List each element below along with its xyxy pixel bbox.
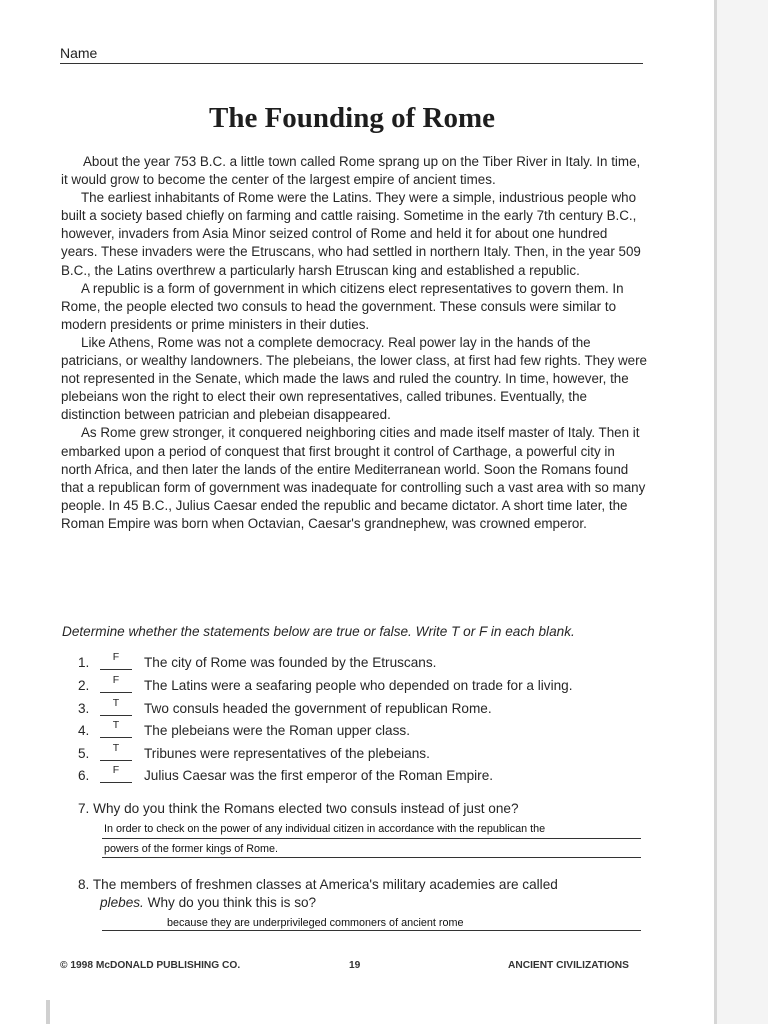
statement-text: The Latins were a seafaring people who depended on trade for a living. (144, 678, 573, 693)
series-name: ANCIENT CIVILIZATIONS (508, 960, 629, 971)
scan-margin (717, 0, 768, 1024)
statement-text: Julius Caesar was the first emperor of the Roman Empire. (144, 768, 494, 783)
item-number: 1. (78, 655, 90, 670)
item-number: 2. (78, 678, 90, 693)
italic-term: plebes. (100, 895, 144, 910)
paragraph: About the year 753 B.C. a little town called Rome sprang up on the Tiber River in Italy. In time, it would grow to become the center of the largest empire of ancient times. (61, 154, 641, 188)
paragraph: Like Athens, Rome was not a complete democracy. Real power lay in the hands of the patricians, or wealthy landowners. The plebeians, the lower class, at first had few rights. They were not represented in the Senate, which made the laws and ruled the country. In time, however, the plebeians won the right to elect their own representatives, called tribunes. Eventually, the distinction between patrician and plebeian disappeared. (61, 334, 648, 423)
true-false-instructions: Determine whether the statements below are true or false. Write T or F in each blank. (62, 624, 575, 639)
true-false-item (78, 675, 573, 695)
statement-text: The city of Rome was founded by the Etruscans. (144, 655, 437, 670)
item-number: 3. (78, 701, 90, 716)
statement-text: Tribunes were representatives of the plebeians. (144, 746, 430, 761)
true-false-item (78, 743, 430, 763)
true-false-item (78, 652, 436, 672)
answer-blank[interactable]: T (100, 720, 132, 738)
answer-blank[interactable]: T (100, 743, 132, 761)
item-number: 4. (78, 723, 90, 738)
answer-blank[interactable]: F (100, 675, 132, 693)
true-false-item (78, 698, 492, 718)
statement-text: Two consuls headed the government of republican Rome. (144, 701, 492, 716)
answer-line[interactable] (102, 857, 641, 858)
statement-text: The plebeians were the Roman upper class. (144, 723, 410, 738)
answer-blank[interactable]: F (100, 652, 132, 670)
name-field-line (60, 44, 643, 64)
item-number: 5. (78, 746, 90, 761)
question-8-line-1: 8. The members of freshmen classes at America's military academies are called (78, 877, 558, 892)
question-7: 7. Why do you think the Romans elected two consuls instead of just one? (78, 801, 519, 816)
answer-8: because they are underprivileged commoners of ancient rome (167, 917, 464, 929)
answer-line[interactable] (102, 930, 641, 931)
publisher-credit: © 1998 McDONALD PUBLISHING CO. (60, 960, 241, 971)
page-number: 19 (349, 960, 361, 971)
paragraph: As Rome grew stronger, it conquered neighboring cities and made itself master of Italy. Then it embarked upon a period of conquest that first brought it control of Carthage, a powerful city in north Africa, and then later the lands of the entire Mediterranean world. Soon the Romans found that a republican form of government was inadequate for controlling such a vast area with so many people. In 45 B.C., Julius Caesar ended the republic and became dictator. A short time later, the Roman Empire was born when Octavian, Caesar's grandnephew, was crowned emperor. (61, 425, 646, 531)
paragraph: The earliest inhabitants of Rome were the Latins. They were a simple, industrious people who built a society based chiefly on farming and cattle raising. Sometime in the early 7th century B.C., however, invaders from Asia Minor seized control of Rome and held it for about one hundred years. These invaders were the Etruscans, who had settled in northern Italy. Then, in the year 509 B.C., the Latins overthrew a particularly harsh Etruscan king and established a republic. (61, 190, 641, 278)
name-label: Name (60, 45, 98, 61)
question-8-rest: Why do you think this is so? (143, 895, 317, 910)
answer-7-line-2: powers of the former kings of Rome. (104, 843, 279, 855)
question-8-line-2 (78, 894, 648, 912)
paragraph: A republic is a form of government in which citizens elect representatives to govern them. In Rome, the people elected two consuls to head the government. These consuls were similar to modern presidents or prime ministers in their duties. (61, 280, 624, 332)
answer-blank[interactable]: T (100, 698, 132, 716)
scan-mark (46, 1000, 50, 1024)
question-8 (78, 876, 648, 912)
true-false-item (78, 765, 493, 785)
answer-line[interactable] (102, 838, 641, 839)
answer-7-line-1: In order to check on the power of any individual citizen in accordance with the republican the (104, 823, 546, 835)
reading-passage (61, 153, 647, 533)
true-false-item (78, 720, 410, 740)
answer-blank[interactable]: F (100, 765, 132, 783)
page-title: The Founding of Rome (208, 102, 495, 134)
item-number: 6. (78, 768, 90, 783)
